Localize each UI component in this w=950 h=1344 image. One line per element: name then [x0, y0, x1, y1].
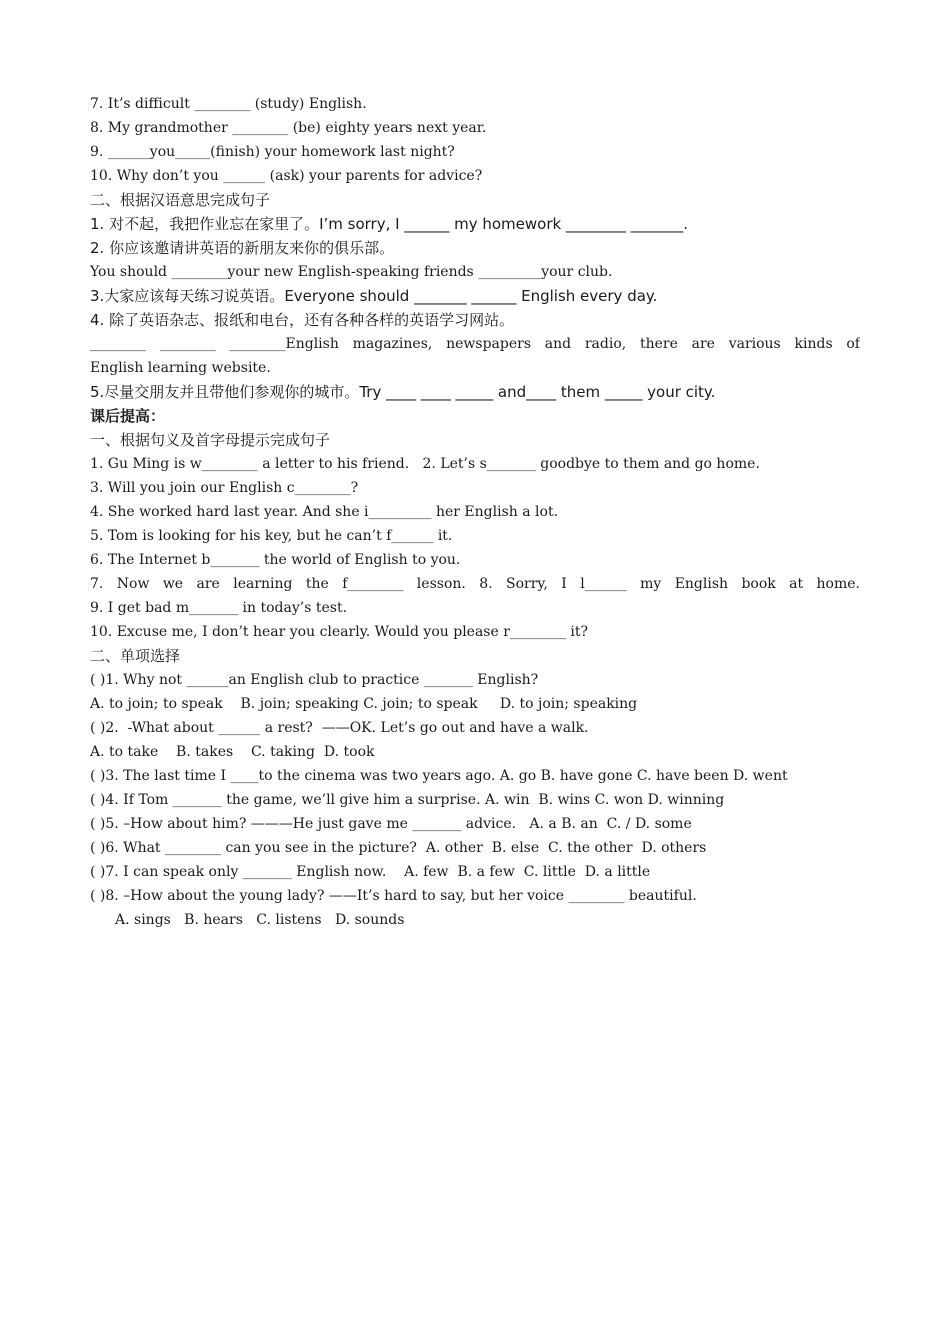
worksheet-line: 二、根据汉语意思完成句子 [90, 191, 271, 209]
worksheet-line: 4. 除了英语杂志、报纸和电台，还有各种各样的英语学习网站。 [90, 311, 515, 329]
worksheet-line: A. to take B. takes C. taking D. took [90, 744, 375, 760]
worksheet-line: 10. Excuse me, I don’t hear you clearly. Would you please r________ it? [90, 624, 588, 640]
worksheet-line: ( )1. Why not ______an English club to practice _______ English? [90, 672, 539, 688]
worksheet-content [90, 92, 860, 932]
worksheet-line: 一、根据句义及首字母提示完成句子 [90, 431, 331, 449]
worksheet-line: You should ________your new English-speaking friends _________your club. [90, 264, 613, 280]
worksheet-line: 课后提高： [90, 407, 166, 425]
worksheet-line: ________ ________ ________English magazines, newspapers and radio, there are various kinds of [90, 336, 860, 352]
worksheet-line: 3.大家应该每天练习说英语。Everyone should _______ ______ English every day. [90, 287, 658, 305]
worksheet-line: 9. ______you_____(finish) your homework last night? [90, 144, 455, 160]
worksheet-line: ( )3. The last time I ____to the cinema was two years ago. A. go B. have gone C. have been D. went [90, 768, 788, 784]
worksheet-line: ( )7. I can speak only _______ English now. A. few B. a few C. little D. a little [90, 864, 651, 880]
worksheet-line: A. to join; to speak B. join; speaking C. join; to speak D. to join; speaking [90, 696, 638, 712]
worksheet-line: ( )2. -What about ______ a rest? ——OK. Let’s go out and have a walk. [90, 720, 589, 736]
worksheet-line: 8. My grandmother ________ (be) eighty years next year. [90, 120, 487, 136]
worksheet-line: ( )6. What ________ can you see in the picture? A. other B. else C. the other D. others [90, 840, 707, 856]
worksheet-line: 2. 你应该邀请讲英语的新朋友来你的俱乐部。 [90, 239, 395, 257]
worksheet-line: 4. She worked hard last year. And she i_________ her English a lot. [90, 504, 559, 520]
worksheet-line: 9. I get bad m_______ in today’s test. [90, 600, 348, 616]
worksheet-line: 7. It’s difficult ________ (study) English. [90, 96, 367, 112]
worksheet-line: 5.尽量交朋友并且带他们参观你的城市。Try ____ ____ _____ and____ them _____ your city. [90, 383, 716, 401]
worksheet-line: 10. Why don’t you ______ (ask) your parents for advice? [90, 168, 483, 184]
worksheet-line: English learning website. [90, 360, 271, 376]
worksheet-line: 5. Tom is looking for his key, but he can’t f______ it. [90, 528, 453, 544]
worksheet-line: 1. 对不起，我把作业忘在家里了。I’m sorry, I ______ my homework ________ _______. [90, 215, 688, 233]
worksheet-line: A. sings B. hears C. listens D. sounds [115, 912, 405, 928]
worksheet-line: ( )4. If Tom _______ the game, we’ll give him a surprise. A. win B. wins C. won D. winning [90, 792, 725, 808]
worksheet-line: 7. Now we are learning the f________ lesson. 8. Sorry, I l______ my English book at home. [90, 576, 860, 592]
worksheet-line: 二、单项选择 [90, 647, 181, 665]
worksheet-line: 3. Will you join our English c________? [90, 480, 359, 496]
worksheet-line: ( )8. –How about the young lady? ——It’s hard to say, but her voice ________ beautiful. [90, 888, 697, 904]
worksheet-line: 6. The Internet b_______ the world of English to you. [90, 552, 461, 568]
worksheet-line: 1. Gu Ming is w________ a letter to his friend. 2. Let’s s_______ goodbye to them and go home. [90, 456, 760, 472]
worksheet-line: ( )5. –How about him? ———He just gave me _______ advice. A. a B. an C. / D. some [90, 816, 692, 832]
